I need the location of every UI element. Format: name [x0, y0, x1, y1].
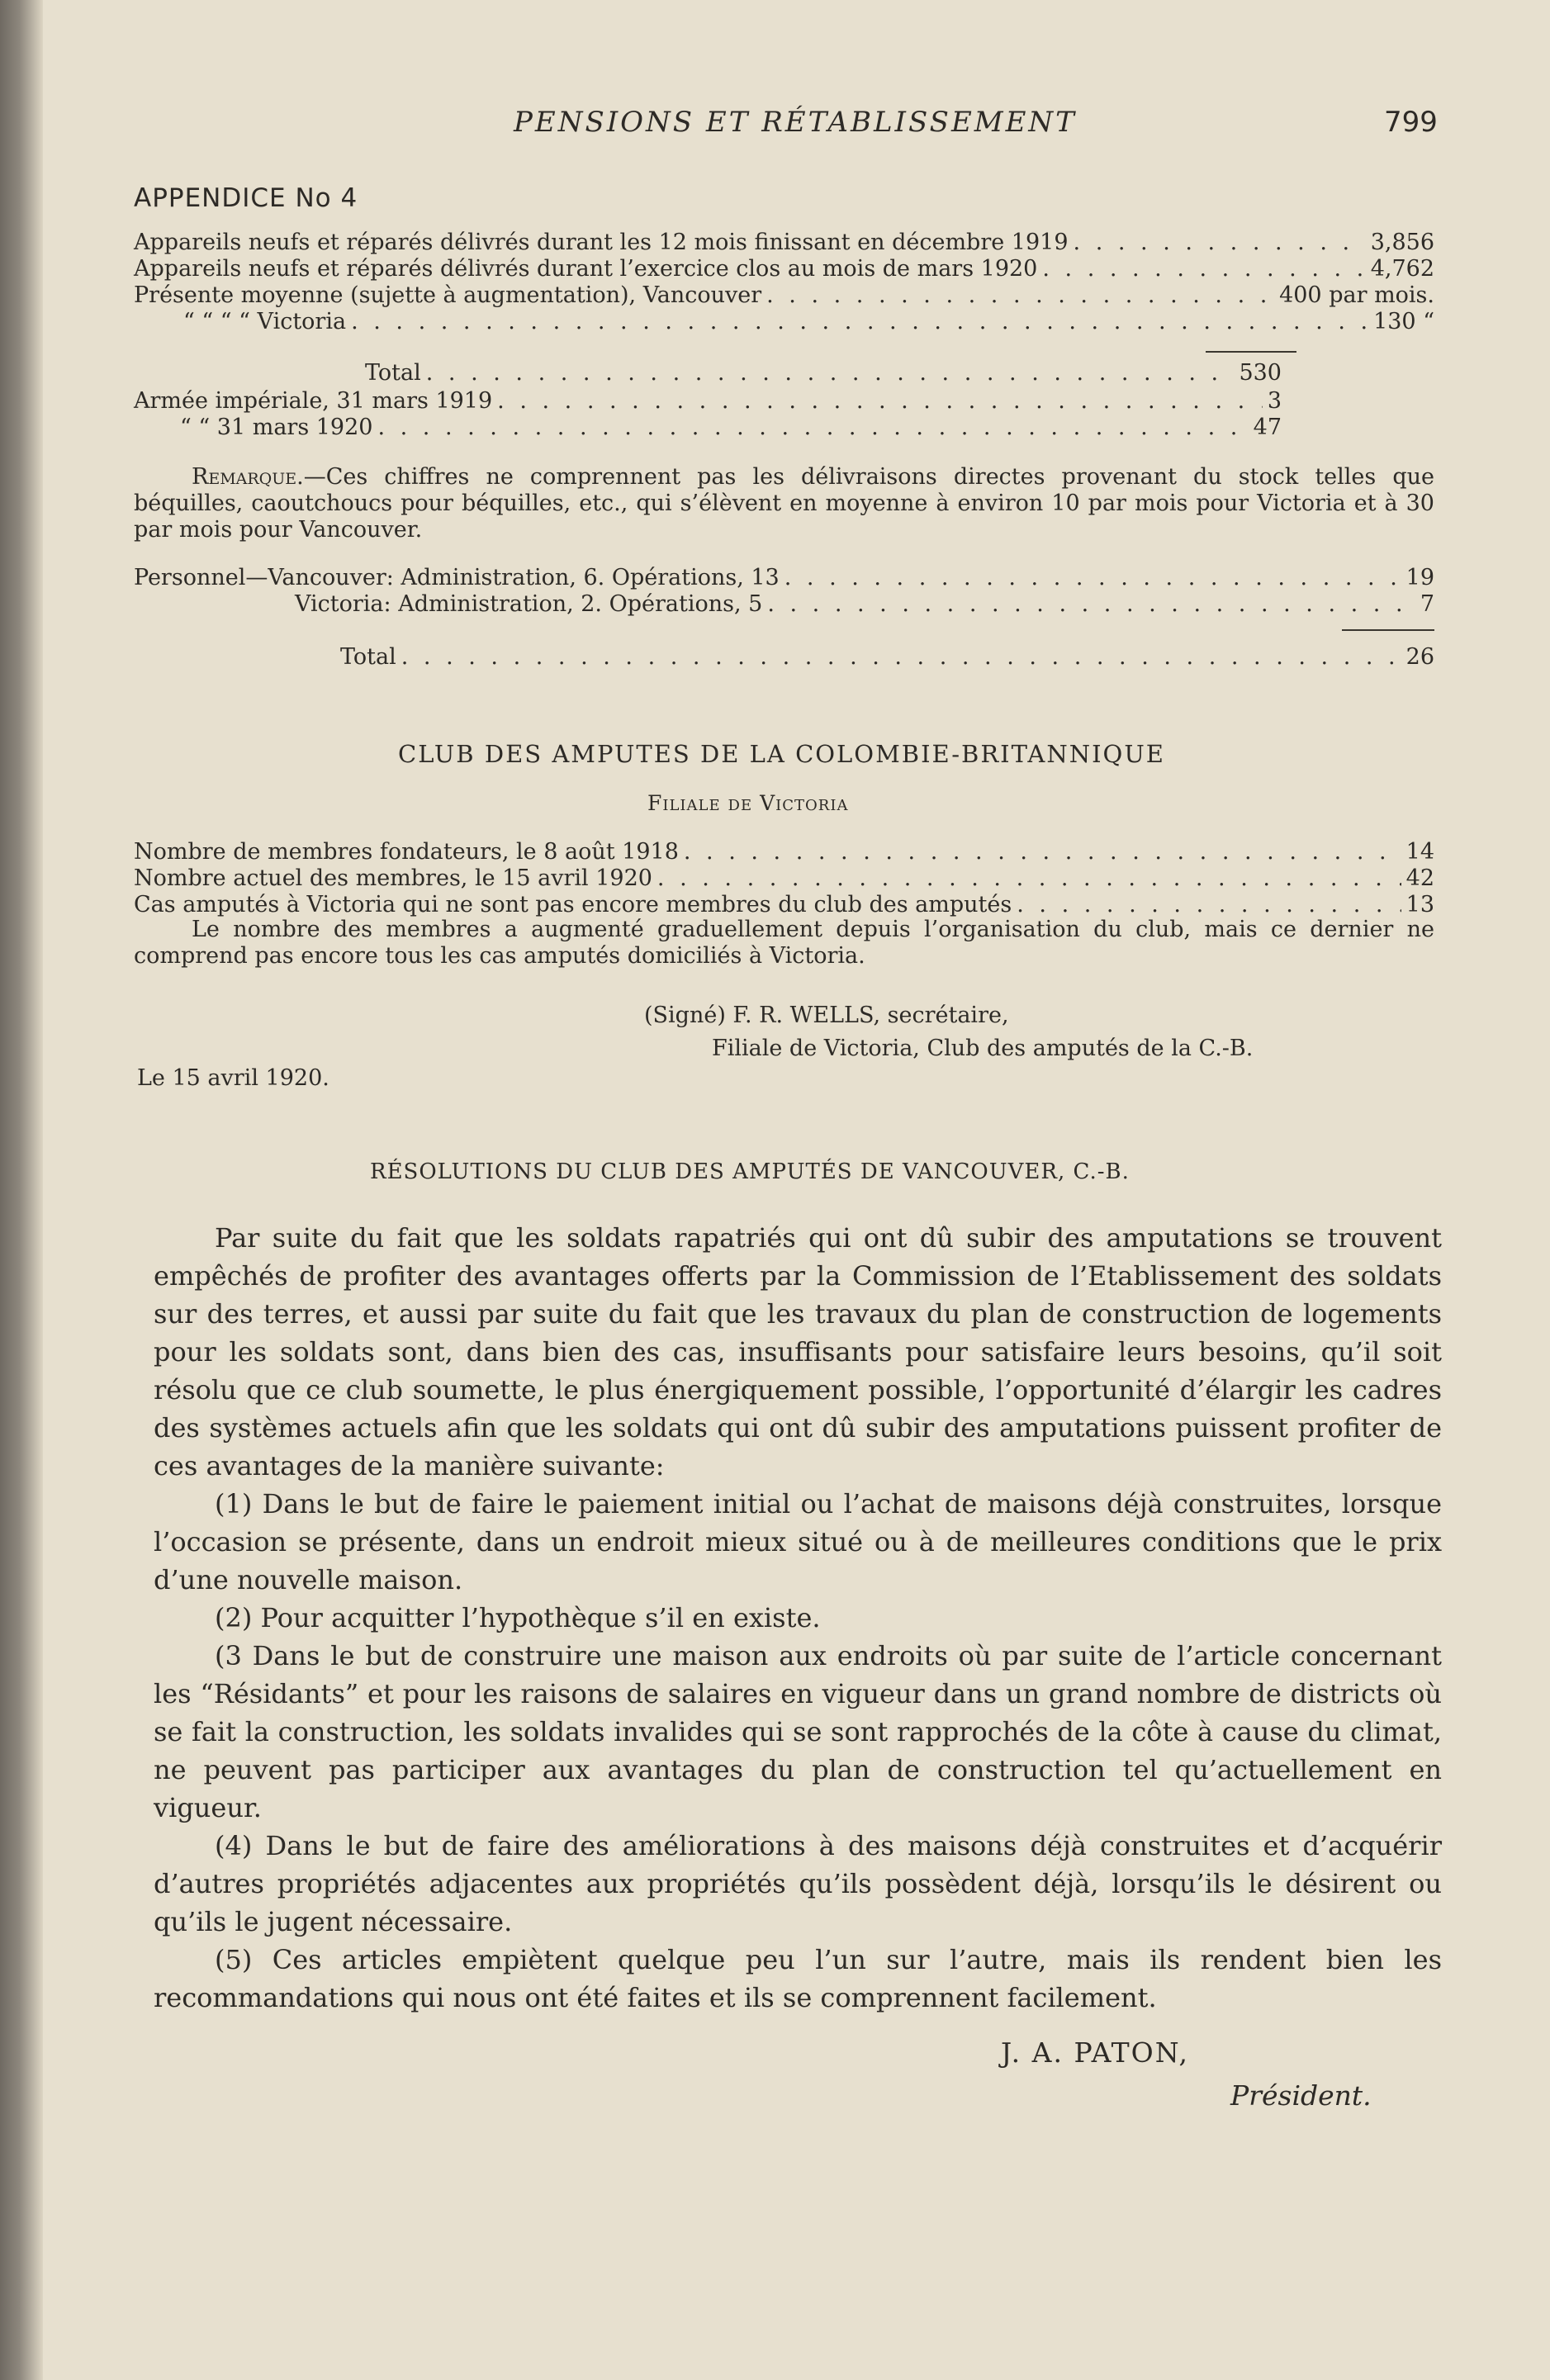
stats-label: Présente moyenne (sujette à augmentation), Vancouver	[134, 282, 762, 308]
stats-value: 47	[1253, 415, 1282, 440]
stats-value: 530	[1239, 360, 1282, 386]
club-signature: (Signé) F. R. WELLS, secrétaire,	[644, 1003, 1009, 1028]
resolutions-intro: Par suite du fait que les soldats rapatriés qui ont dû subir des amputations se trouvent empêchés de profiter des avantages offerts par la Commission de l’Etablissement des soldats sur des terres, et aussi par suite du fait que les travaux du plan de construction de logements pour les soldats sont, dans bien des cas, insuffisants pour satisfaire leurs besoins, qu’il soit résolu que ce club soumette, le plus énergiquement possible, l’opportunité d’élargir les cadres des systèmes actuels afin que les soldats qui ont dû subir des amputations puissent profiter de ces avantages de la manière suivante:	[154, 1222, 1442, 1482]
club-label: Cas amputés à Victoria qui ne sont pas encore membres du club des amputés	[134, 892, 1012, 917]
remarque-text: —Ces chiffres ne comprennent pas les délivraisons directes provenant du stock telles que béquilles, caoutchoucs pour béquilles, etc., qui s’élèvent en moyenne à environ 10 par mois pour Victoria et à 30 par mois pour Vancouver.	[134, 464, 1434, 543]
stats-label: Appareils neufs et réparés délivrés durant les 12 mois finissant en décembre 1919	[134, 230, 1069, 255]
book-spine-shadow	[0, 0, 43, 2380]
stats-value: 3,856	[1370, 230, 1434, 255]
personnel-label: Total	[340, 644, 396, 670]
stats-value: 400 par mois.	[1279, 282, 1434, 308]
personnel-label: Personnel—Vancouver: Administration, 6. Opérations, 13	[134, 565, 780, 590]
remarque-note	[134, 464, 1434, 543]
resolution-item: (3 Dans le but de construire une maison aux endroits où par suite de l’article concernant les “Résidants” et pour les raisons de salaires en vigueur dans un grand nombre de districts où se fait la construction, les soldats invalides qui se sont rapprochés de la côte à cause du climat, ne peuvent pas participer aux avantages du plan de construction tel qu’actuellement en vigueur.	[154, 1640, 1442, 1823]
stats-label: Appareils neufs et réparés délivrés durant l’exercice clos au mois de mars 1920	[134, 256, 1038, 282]
resolution-item: (5) Ces articles empiètent quelque peu l’un sur l’autre, mais ils rendent bien les recommandations qui nous ont été faites et ils se comprennent facilement.	[154, 1944, 1442, 2013]
resolution-item: (1) Dans le but de faire le paiement initial ou l’achat de maisons déjà construites, lorsque l’occasion se présente, dans un endroit mieux situé ou à de meilleures conditions que le prix d’une nouvelle maison.	[154, 1488, 1442, 1595]
personnel-value: 7	[1420, 591, 1434, 617]
stats-total-row	[134, 360, 1282, 386]
sum-rule	[1206, 351, 1296, 353]
club-title: CLUB DES AMPUTES DE LA COLOMBIE-BRITANNIQUE	[398, 740, 1165, 768]
personnel-label: Victoria: Administration, 2. Opérations, 5	[295, 591, 763, 617]
signer-name: J. A. PATON,	[1001, 2036, 1189, 2069]
club-value: 14	[1405, 839, 1434, 865]
stats-row	[134, 415, 1282, 440]
club-label: Nombre de membres fondateurs, le 8 août 1918	[134, 839, 679, 865]
stats-row	[134, 230, 1434, 255]
club-value: 13	[1405, 892, 1434, 917]
signer-title: Président.	[1230, 2079, 1372, 2112]
club-row	[134, 865, 1434, 891]
club-note: Le nombre des membres a augmenté graduellement depuis l’organisation du club, mais ce dernier ne comprend pas encore tous les cas amputés domiciliés à Victoria.	[134, 917, 1434, 969]
stats-row	[134, 388, 1282, 414]
resolution-item: (2) Pour acquitter l’hypothèque s’il en existe.	[215, 1602, 821, 1633]
resolution-item: (4) Dans le but de faire des améliorations à des maisons déjà construites et d’acquérir d’autres propriétés adjacentes aux propriétés qu’ils possèdent déjà, lorsqu’ils le désirent ou qu’ils le jugent nécessaire.	[154, 1830, 1442, 1937]
stats-row	[134, 309, 1434, 334]
stats-row	[134, 282, 1434, 308]
stats-label: “ “ “ “ Victoria	[183, 309, 347, 334]
club-subtitle: Filiale de Victoria	[647, 791, 849, 815]
club-date: Le 15 avril 1920.	[137, 1065, 329, 1091]
personnel-value: 19	[1405, 565, 1434, 590]
club-branch-line: Filiale de Victoria, Club des amputés de la C.-B.	[712, 1036, 1254, 1061]
club-value: 42	[1405, 865, 1434, 891]
appendix-title: APPENDICE No 4	[134, 183, 358, 213]
personnel-row	[134, 591, 1434, 617]
club-row	[134, 892, 1434, 917]
stats-label: “ “ 31 mars 1920	[180, 415, 373, 440]
personnel-value: 26	[1405, 644, 1434, 670]
stats-label: Armée impériale, 31 mars 1919	[134, 388, 493, 414]
personnel-row	[134, 565, 1434, 590]
resolutions-title: RÉSOLUTIONS DU CLUB DES AMPUTÉS DE VANCOUVER, C.-B.	[370, 1159, 1130, 1184]
stats-value: 4,762	[1370, 256, 1434, 282]
club-row	[134, 839, 1434, 865]
remarque-lead: Remarque.	[192, 464, 304, 490]
club-label: Nombre actuel des membres, le 15 avril 1920	[134, 865, 652, 891]
stats-value: 130 “	[1373, 309, 1434, 334]
running-header: PENSIONS ET RÉTABLISSEMENT	[514, 106, 1077, 139]
personnel-total-row	[134, 644, 1434, 670]
stats-value: 3	[1267, 388, 1282, 414]
stats-label: Total	[365, 360, 421, 386]
page-number: 799	[1384, 106, 1438, 139]
stats-row	[134, 256, 1434, 282]
sum-rule	[1342, 629, 1434, 631]
